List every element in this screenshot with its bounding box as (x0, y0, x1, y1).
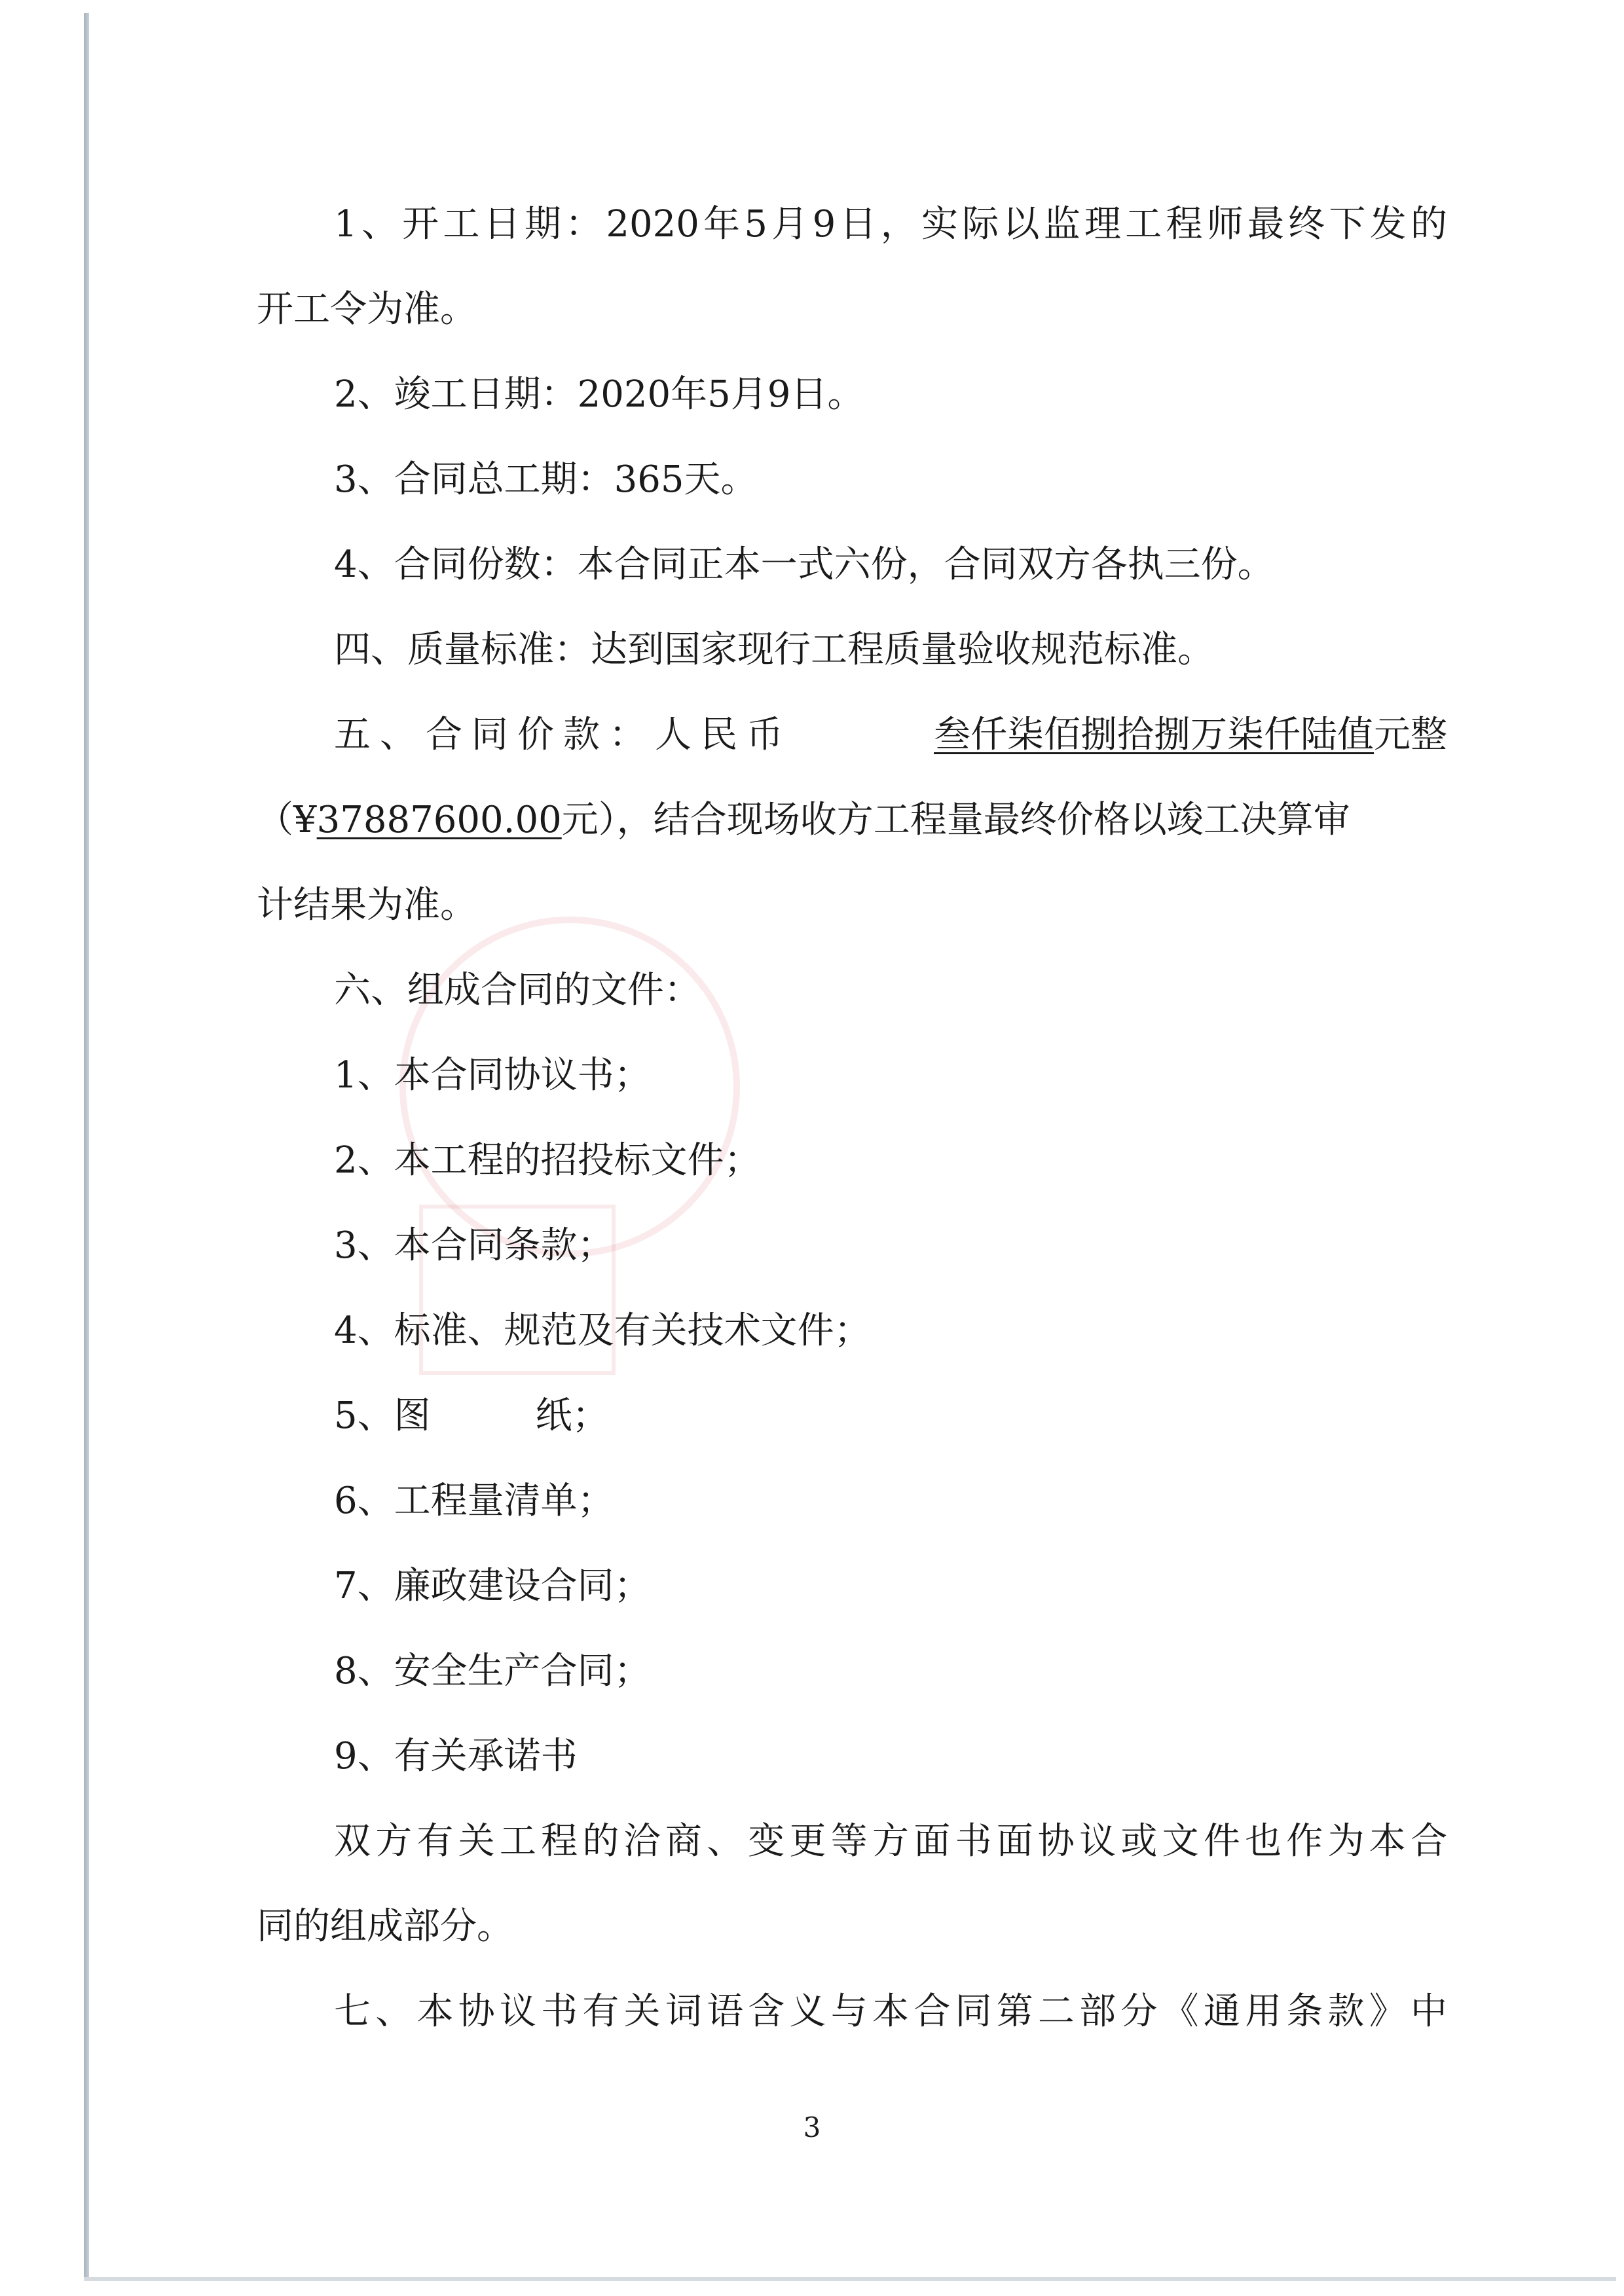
drawings-label-part1: 5、图 (334, 1394, 431, 1437)
paragraph-contract-price-line2 (257, 794, 1350, 847)
paragraph-contract-duration: 3、合同总工期：365天。 (334, 458, 758, 501)
heading-contract-documents: 六、组成合同的文件： (334, 969, 701, 1011)
contract-price-prefix: 五、合同价款：人民币 (334, 714, 792, 756)
page-number: 3 (803, 2111, 821, 2143)
contract-price-number: 37887600.00 (316, 799, 562, 841)
list-item-drawings (334, 1390, 609, 1442)
binding-edge (84, 13, 89, 2278)
paragraph-negotiation-line2: 同的组成部分。 (257, 1905, 513, 1948)
paragraph-contract-price-line3: 计结果为准。 (257, 884, 477, 926)
contract-price-words: 叁仟柒佰捌拾捌万柒仟陆值 (934, 714, 1374, 756)
paragraph-start-date-line2: 开工令为准。 (257, 288, 477, 331)
paragraph-contract-copies: 4、合同份数：本合同正本一式六份，合同双方各执三份。 (334, 543, 1274, 586)
list-item: 8、安全生产合同； (334, 1650, 651, 1692)
list-item: 2、本工程的招投标文件； (334, 1139, 761, 1182)
list-item: 9、有关承诺书 (334, 1735, 578, 1777)
paragraph-contract-price-line1 (334, 709, 1447, 761)
paragraph-quality-standard: 四、质量标准：达到国家现行工程质量验收规范标准。 (334, 629, 1214, 671)
page-bottom-edge (84, 2277, 1616, 2281)
paragraph-completion-date: 2、竣工日期：2020年5月9日。 (334, 373, 864, 416)
paragraph-start-date-line1: 1、开工日期：2020年5月9日，实际以监理工程师最终下发的 (334, 203, 1447, 246)
list-item: 1、本合同协议书； (334, 1054, 651, 1097)
list-item: 4、标准、规范及有关技术文件； (334, 1309, 871, 1352)
contract-price-suffix: 元整 (1374, 714, 1447, 756)
paragraph-terms-definition: 七、本协议书有关词语含义与本合同第二部分《通用条款》中 (334, 1990, 1447, 2033)
drawings-label-part2: 纸； (535, 1394, 609, 1437)
list-item: 3、本合同条款； (334, 1224, 614, 1267)
paragraph-negotiation-line1: 双方有关工程的洽商、变更等方面书面协议或文件也作为本合 (334, 1820, 1447, 1863)
list-item: 6、工程量清单； (334, 1480, 614, 1522)
list-item: 7、廉政建设合同； (334, 1565, 651, 1607)
contract-price-open-paren: （¥ (257, 799, 317, 841)
contract-price-note: 元），结合现场收方工程量最终价格以竣工决算审 (561, 799, 1350, 841)
